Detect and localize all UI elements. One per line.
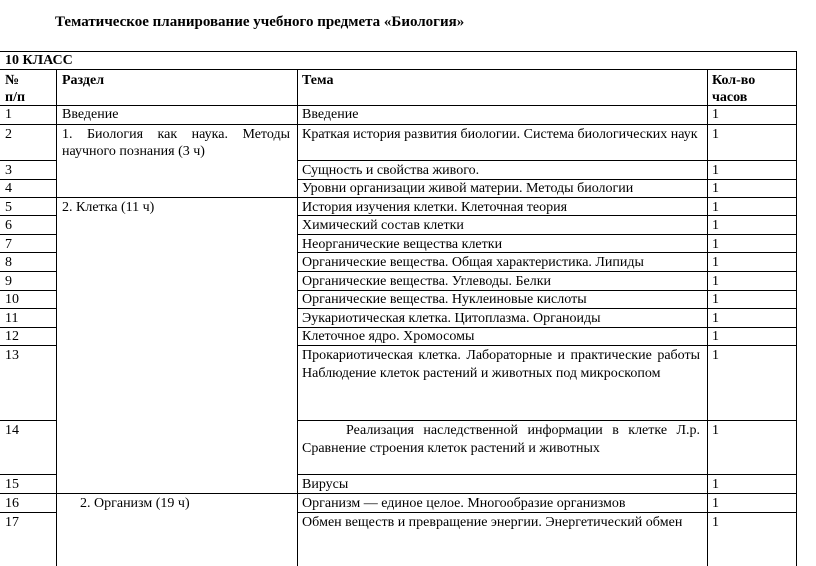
row-divider — [0, 124, 797, 125]
hours-cell: 1 — [712, 348, 719, 363]
hours-cell: 1 — [712, 329, 719, 344]
hours-cell: 1 — [712, 127, 719, 142]
row-divider — [0, 493, 797, 494]
table-border-right — [796, 51, 797, 566]
row-divider — [297, 160, 797, 161]
row-divider — [297, 474, 797, 475]
topic-cell: Клеточное ядро. Хромосомы — [302, 329, 475, 344]
section-cell: 1. Биология как наука. Методы научного познания (3 ч) — [62, 127, 290, 159]
row-divider — [297, 271, 797, 272]
row-divider — [0, 308, 56, 309]
row-number: 7 — [5, 237, 12, 252]
row-number: 17 — [5, 515, 19, 530]
topic-cell: Уровни организации живой материи. Методы биологии — [302, 181, 634, 196]
topic-cell: Обмен веществ и превращение энергии. Энергетический обмен — [302, 515, 683, 530]
header-row-divider — [0, 105, 797, 106]
section-cell: 2. Клетка (11 ч) — [62, 200, 155, 215]
topic-cell: Введение — [302, 107, 359, 122]
column-divider — [56, 69, 57, 566]
header-hours: Кол-во — [712, 73, 756, 88]
row-divider — [0, 160, 56, 161]
hours-cell: 1 — [712, 274, 719, 289]
hours-cell: 1 — [712, 515, 719, 530]
row-number: 3 — [5, 163, 12, 178]
hours-cell: 1 — [712, 255, 719, 270]
row-number: 10 — [5, 292, 19, 307]
row-number: 12 — [5, 329, 19, 344]
header-hours: часов — [712, 90, 748, 105]
row-number: 4 — [5, 181, 12, 196]
row-number: 2 — [5, 127, 12, 142]
row-divider — [0, 197, 797, 198]
hours-cell: 1 — [712, 163, 719, 178]
table-border-top — [0, 51, 797, 52]
topic-cell: История изучения клетки. Клеточная теория — [302, 200, 568, 215]
row-divider — [297, 512, 797, 513]
topic-cell: Органические вещества. Углеводы. Белки — [302, 274, 552, 289]
row-divider — [297, 234, 797, 235]
row-divider — [297, 420, 797, 421]
row-divider — [0, 512, 56, 513]
topic-cell: Неорганические вещества клетки — [302, 237, 503, 252]
hours-cell: 1 — [712, 423, 719, 438]
topic-cell: Реализация наследственной информации в клетке Л.р. Сравнение строения клеток растений и животных — [302, 423, 700, 456]
hours-cell: 1 — [712, 107, 719, 122]
column-divider — [297, 69, 298, 566]
row-number: 14 — [5, 423, 19, 438]
row-number: 15 — [5, 477, 19, 492]
grade-row-divider — [0, 69, 797, 70]
row-number: 11 — [5, 311, 19, 326]
topic-cell: Эукариотическая клетка. Цитоплазма. Органоиды — [302, 311, 601, 326]
topic-cell: Краткая история развития биологии. Система биологических наук — [302, 127, 698, 142]
row-number: 16 — [5, 496, 19, 511]
row-number: 9 — [5, 274, 12, 289]
hours-cell: 1 — [712, 496, 719, 511]
topic-cell: Органические вещества. Общая характеристика. Липиды — [302, 255, 644, 270]
section-cell: Введение — [62, 107, 119, 122]
row-divider — [0, 234, 56, 235]
hours-cell: 1 — [712, 237, 719, 252]
grade-label: 10 КЛАСС — [5, 53, 73, 68]
hours-cell: 1 — [712, 477, 719, 492]
row-number: 13 — [5, 348, 19, 363]
row-divider — [297, 345, 797, 346]
hours-cell: 1 — [712, 200, 719, 215]
hours-cell: 1 — [712, 218, 719, 233]
row-divider — [0, 474, 56, 475]
header-topic: Тема — [302, 73, 334, 88]
row-number: 1 — [5, 107, 12, 122]
row-number: 8 — [5, 255, 12, 270]
row-divider — [0, 420, 56, 421]
row-divider — [297, 308, 797, 309]
row-divider — [0, 271, 56, 272]
row-number: 5 — [5, 200, 12, 215]
topic-cell: Организм — единое целое. Многообразие организмов — [302, 496, 626, 511]
row-number: 6 — [5, 218, 12, 233]
header-section: Раздел — [62, 73, 105, 88]
section-cell: 2. Организм (19 ч) — [80, 496, 190, 511]
hours-cell: 1 — [712, 292, 719, 307]
page-title: Тематическое планирование учебного предмета «Биология» — [55, 14, 465, 30]
topic-cell: Вирусы — [302, 477, 349, 492]
header-number: № — [5, 73, 20, 88]
column-divider — [707, 69, 708, 566]
hours-cell: 1 — [712, 181, 719, 196]
row-divider — [0, 345, 56, 346]
topic-cell: Органические вещества. Нуклеиновые кислоты — [302, 292, 587, 307]
hours-cell: 1 — [712, 311, 719, 326]
topic-cell: Сущность и свойства живого. — [302, 163, 480, 178]
header-number: п/п — [5, 90, 26, 105]
topic-cell: Химический состав клетки — [302, 218, 464, 233]
topic-cell: Прокариотическая клетка. Лабораторные и практические работы Наблюдение клеток растений и животных под микроскопом — [302, 348, 700, 381]
